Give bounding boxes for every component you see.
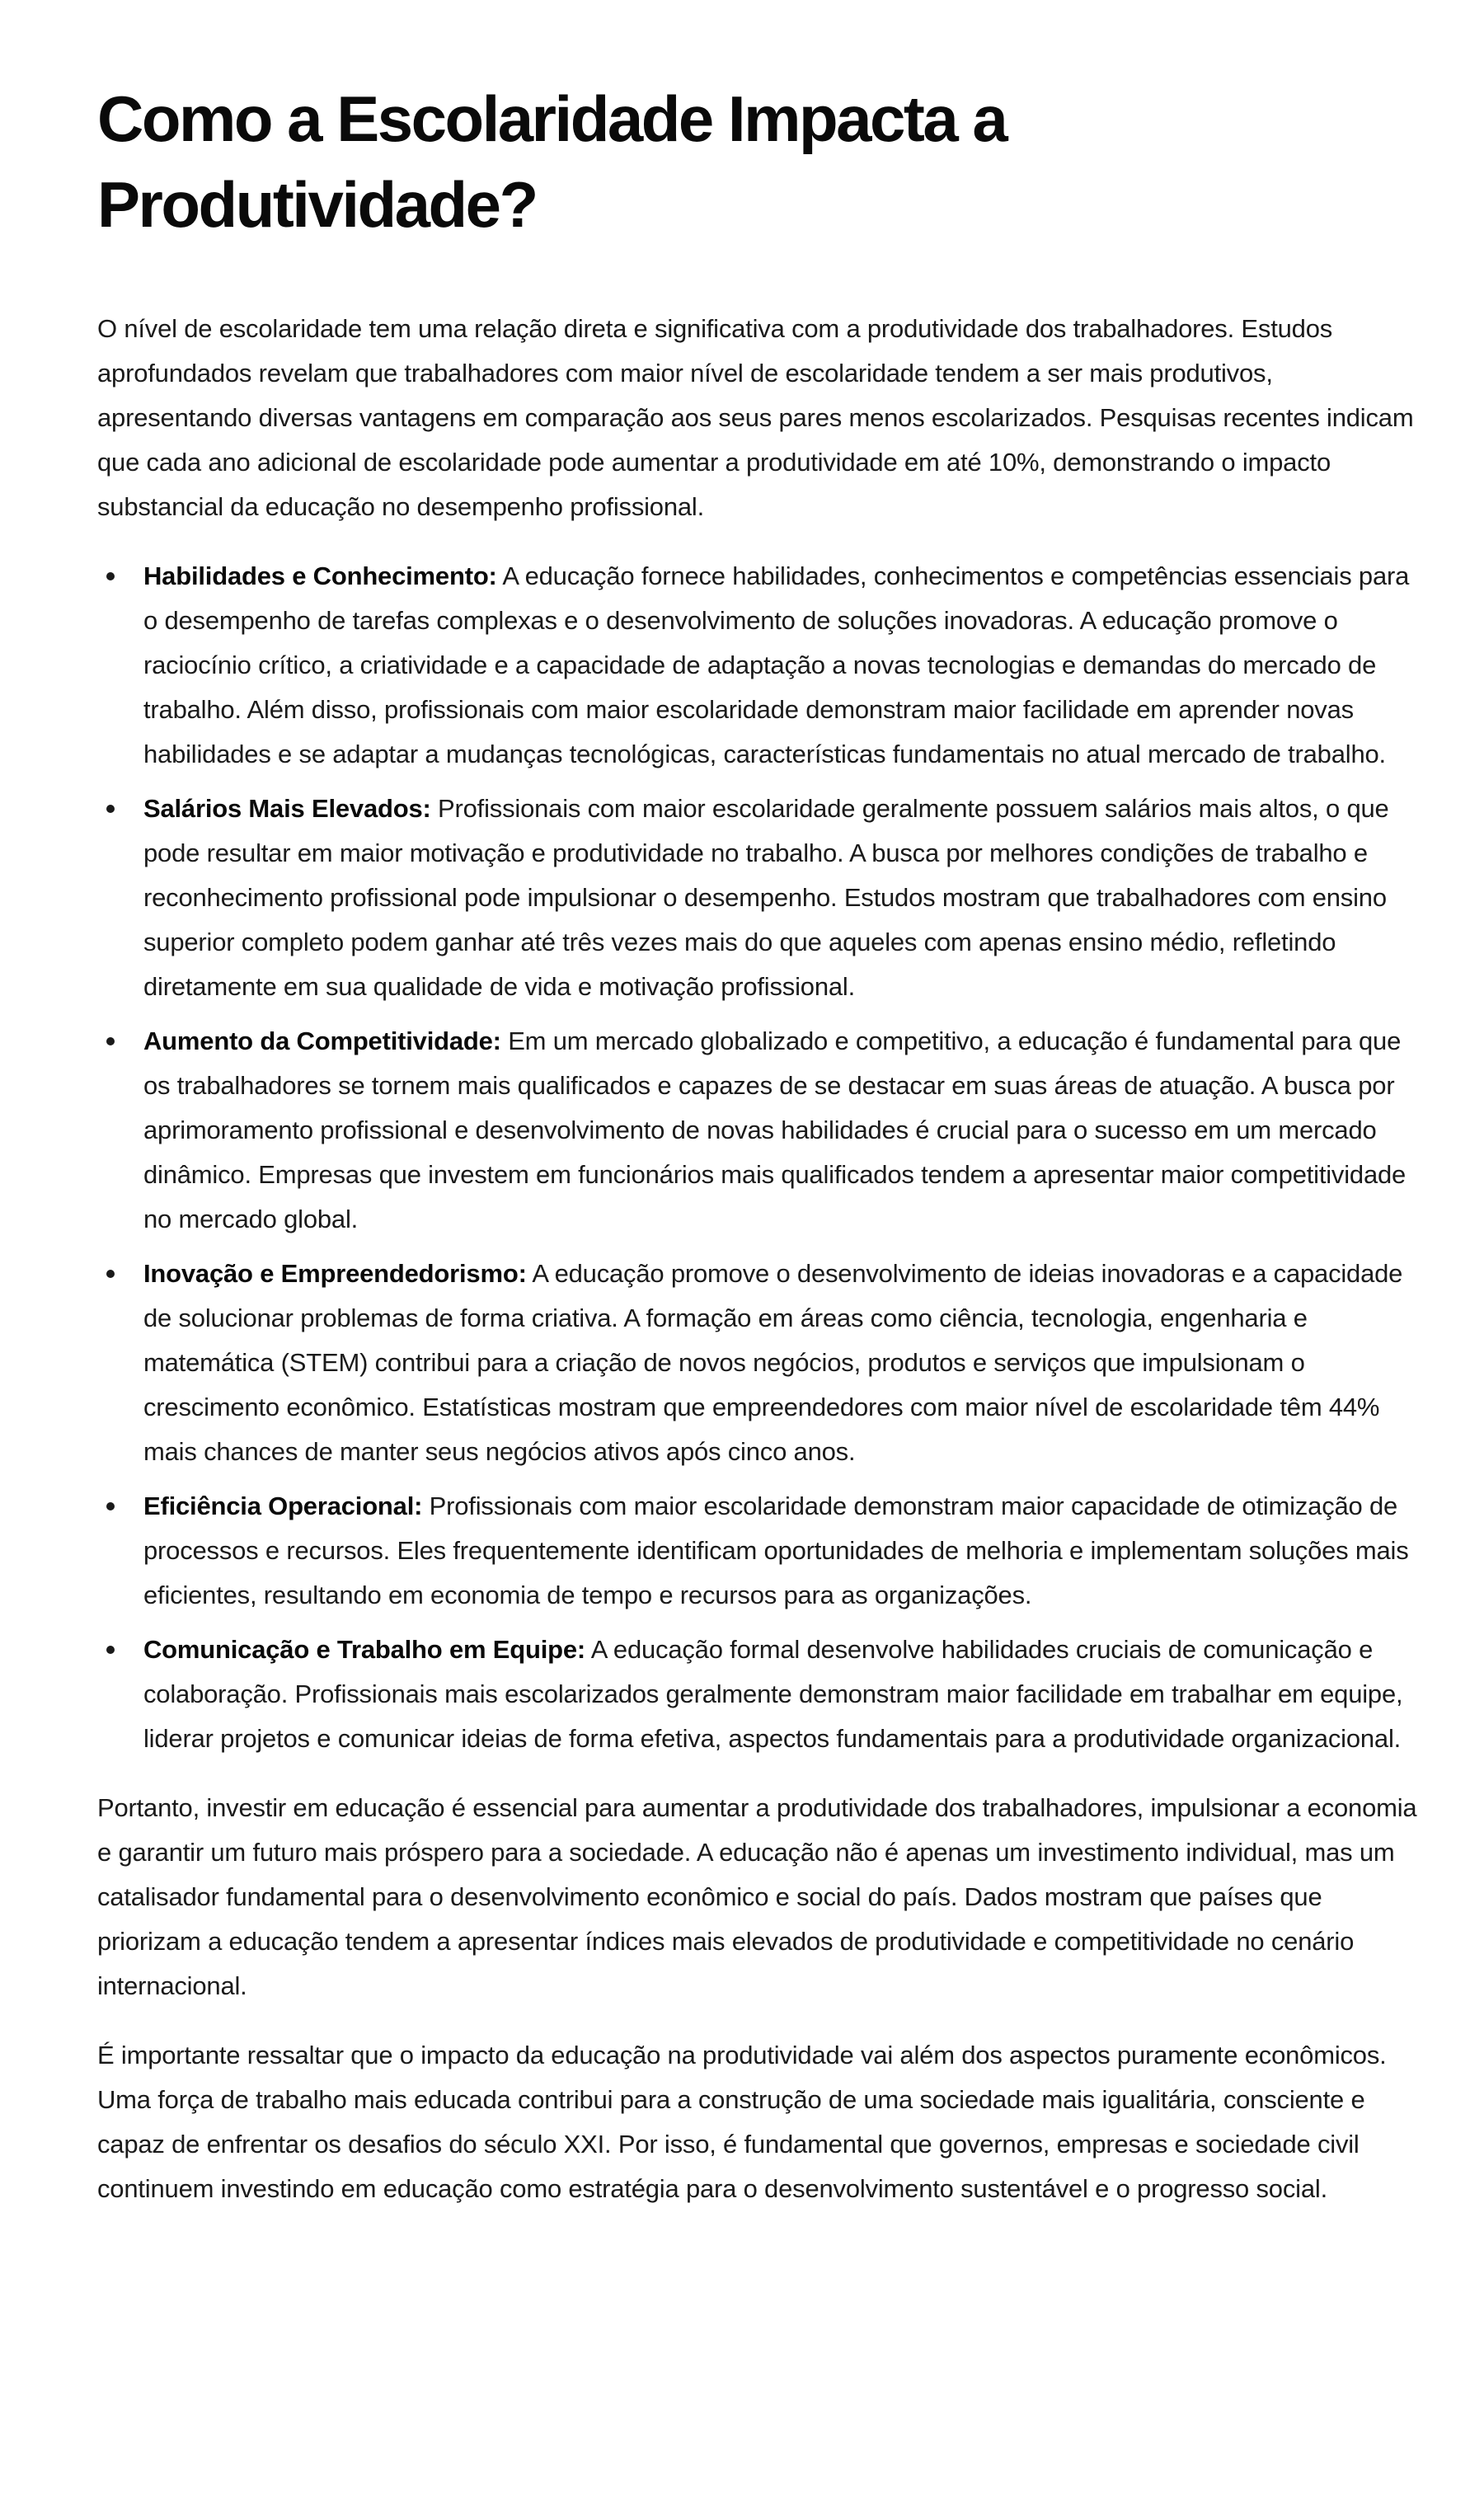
list-item [97,1252,1426,1474]
item-label: Aumento da Competitividade: [143,1026,501,1055]
list-item [97,787,1426,1009]
bullet-icon [106,1037,115,1045]
item-text: A educação promove o desenvolvimento de ideias inovadoras e a capacidade de solucionar problemas de forma criativa. A formação em áreas como ciência, tecnologia, engenharia e matemática (STEM) contribui para a criação de novos negócios, produtos e serviços que impulsionam o crescimento econômico. Estatísticas mostram que empreendedores com maior nível de escolaridade têm 44% mais chances de manter seus negócios ativos após cinco anos. [143,1259,1403,1466]
benefits-list [97,554,1426,1761]
item-label: Inovação e Empreendedorismo: [143,1259,527,1288]
item-text: A educação formal desenvolve habilidades cruciais de comunicação e colaboração. Profissionais mais escolarizados geralmente demonstram maior facilidade em trabalhar em equipe, liderar projetos e comunicar ideias de forma efetiva, aspectos fundamentais para a produtividade organizacional. [143,1635,1403,1753]
list-item [97,554,1426,777]
item-text: A educação fornece habilidades, conhecimentos e competências essenciais para o desempenho de tarefas complexas e o desenvolvimento de soluções inovadoras. A educação promove o raciocínio crítico, a criatividade e a capacidade de adaptação a novas tecnologias e demandas do mercado de trabalho. Além disso, profissionais com maior escolaridade demonstram maior facilidade em aprender novas habilidades e se adaptar a mudanças tecnológicas, características fundamentais no atual mercado de trabalho. [143,561,1410,768]
item-label: Eficiência Operacional: [143,1492,423,1520]
bullet-icon [106,1502,115,1510]
item-label: Salários Mais Elevados: [143,794,431,823]
bullet-icon [106,572,115,580]
item-text: Em um mercado globalizado e competitivo, a educação é fundamental para que os trabalhadores se tornem mais qualificados e capazes de se destacar em suas áreas de atuação. A busca por aprimoramento profissional e desenvolvimento de novas habilidades é crucial para o sucesso em um mercado dinâmico. Empresas que investem em funcionários mais qualificados tendem a apresentar maior competitividade no mercado global. [143,1026,1407,1233]
page-title: Como a Escolaridade Impacta a Produtividade? [97,82,1007,241]
item-label: Habilidades e Conhecimento: [143,561,497,590]
item-text: Profissionais com maior escolaridade demonstram maior capacidade de otimização de processos e recursos. Eles frequentemente identificam oportunidades de melhoria e implementam soluções mais eficientes, resultando em economia de tempo e recursos para as organizações. [143,1492,1409,1609]
bullet-icon [106,805,115,813]
intro-paragraph: O nível de escolaridade tem uma relação direta e significativa com a produtividade dos trabalhadores. Estudos aprofundados revelam que trabalhadores com maior nível de escolaridade tendem a ser mais produtivos, apresentando diversas vantagens em comparação aos seus pares menos escolarizados. Pesquisas recentes indicam que cada ano adicional de escolaridade pode aumentar a produtividade em até 10%, demonstrando o impacto substancial da educação no desempenho profissional. [97,314,1414,521]
item-label: Comunicação e Trabalho em Equipe: [143,1635,586,1664]
conclusion-paragraph: Portanto, investir em educação é essencial para aumentar a produtividade dos trabalhadores, impulsionar a economia e garantir um futuro mais próspero para a sociedade. A educação não é apenas um investimento individual, mas um catalisador fundamental para o desenvolvimento econômico e social do país. Dados mostram que países que priorizam a educação tendem a apresentar índices mais elevados de produtividade e competitividade no cenário internacional. [97,1793,1417,2000]
list-item [97,1628,1426,1761]
bullet-icon [106,1270,115,1278]
bullet-icon [106,1646,115,1654]
item-text: Profissionais com maior escolaridade geralmente possuem salários mais altos, o que pode resultar em maior motivação e produtividade no trabalho. A busca por melhores condições de trabalho e reconhecimento profissional pode impulsionar o desempenho. Estudos mostram que trabalhadores com ensino superior completo podem ganhar até três vezes mais do que aqueles com apenas ensino médio, refletindo diretamente em sua qualidade de vida e motivação profissional. [143,794,1389,1001]
list-item [97,1019,1426,1242]
list-item [97,1484,1426,1618]
closing-paragraph: É importante ressaltar que o impacto da educação na produtividade vai além dos aspectos puramente econômicos. Uma força de trabalho mais educada contribui para a construção de uma sociedade mais igualitária, consciente e capaz de enfrentar os desafios do século XXI. Por isso, é fundamental que governos, empresas e sociedade civil continuem investindo em educação como estratégia para o desenvolvimento sustentável e o progresso social. [97,2041,1387,2203]
